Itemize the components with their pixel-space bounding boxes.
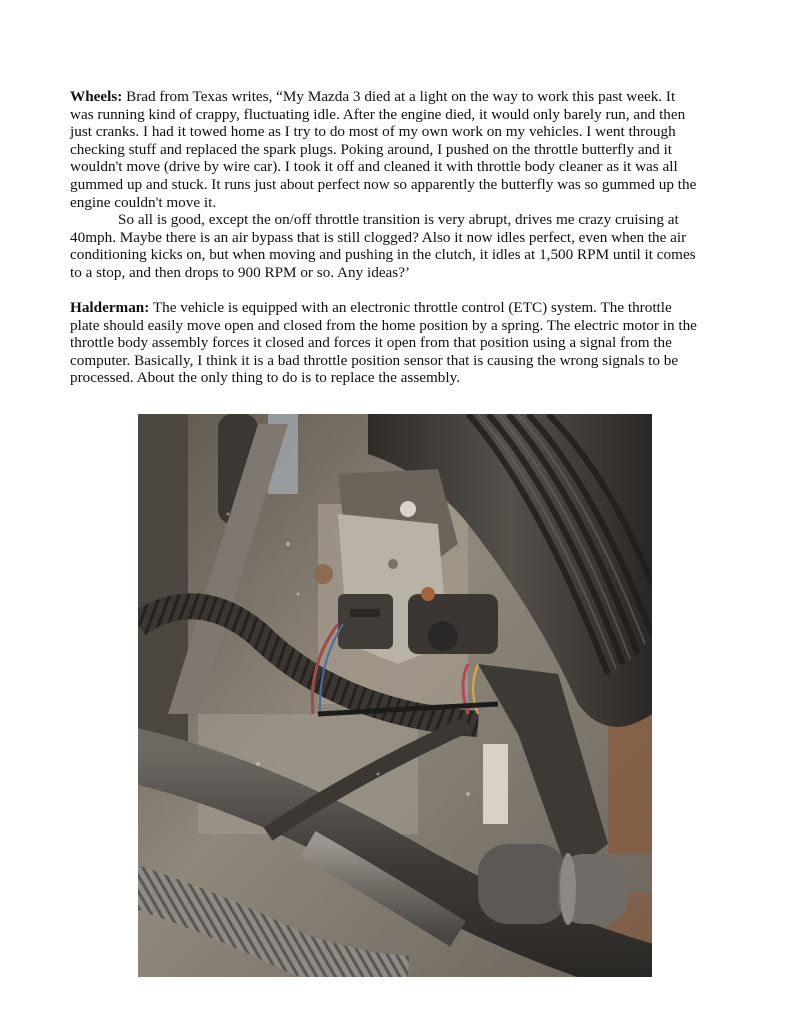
- engine-bay-illustration: [138, 414, 652, 977]
- question-line-5: wouldn't move (drive by wire car). I took it off and cleaned it with throttle body cleaner as it was all: [70, 158, 678, 176]
- engine-bay-photo: [138, 414, 652, 977]
- expert-answer: [70, 299, 730, 387]
- question-p2-line-2: 40mph. Maybe there is an air bypass that is still clogged? Also it now idles perfect, even when the air: [70, 228, 687, 246]
- answer-line-1: Halderman: The vehicle is equipped with an electronic throttle control (ETC) system. The throttle: [70, 299, 672, 316]
- answer-line-4: computer. Basically, I think it is a bad throttle position sensor that is causing the wrong signals to be: [70, 351, 679, 369]
- question-line-7: engine couldn't move it.: [70, 193, 217, 211]
- question-p2-line-1: So all is good, except the on/off throttle transition is very abrupt, drives me crazy cruising at: [118, 211, 679, 229]
- question-line-1: Wheels: Brad from Texas writes, “My Mazda 3 died at a light on the way to work this past week. It: [70, 88, 676, 105]
- answer-line-2: plate should easily move open and closed from the home position by a spring. The electric motor in the: [70, 316, 697, 334]
- speaker-label-halderman: Halderman:: [70, 299, 150, 316]
- question-line-4: checking stuff and replaced the spark plugs. Poking around, I pushed on the throttle butterfly and it: [70, 140, 673, 158]
- answer-line-3: throttle body assembly forces it closed and forces it open from that position using a signal from the: [70, 334, 672, 352]
- question-line-3: just cranks. I had it towed home as I try to do most of my own work on my vehicles. I went through: [70, 123, 676, 141]
- question-p2-line-3: conditioning kicks on, but when moving and pushing in the clutch, it idles at 1,500 RPM until it comes: [70, 246, 696, 264]
- answer-line-5: processed. About the only thing to do is to replace the assembly.: [70, 369, 461, 387]
- question-line-6: gummed up and stuck. It runs just about perfect now so apparently the butterfly was so gummed up the: [70, 175, 697, 193]
- question-line-2: was running kind of crappy, fluctuating idle. After the engine died, it would only barely run, and then: [70, 105, 686, 123]
- reader-question: [70, 88, 730, 282]
- speaker-label-wheels: Wheels:: [70, 88, 123, 105]
- question-p2-line-4: to a stop, and then drops to 900 RPM or so. Any ideas?’: [70, 263, 411, 281]
